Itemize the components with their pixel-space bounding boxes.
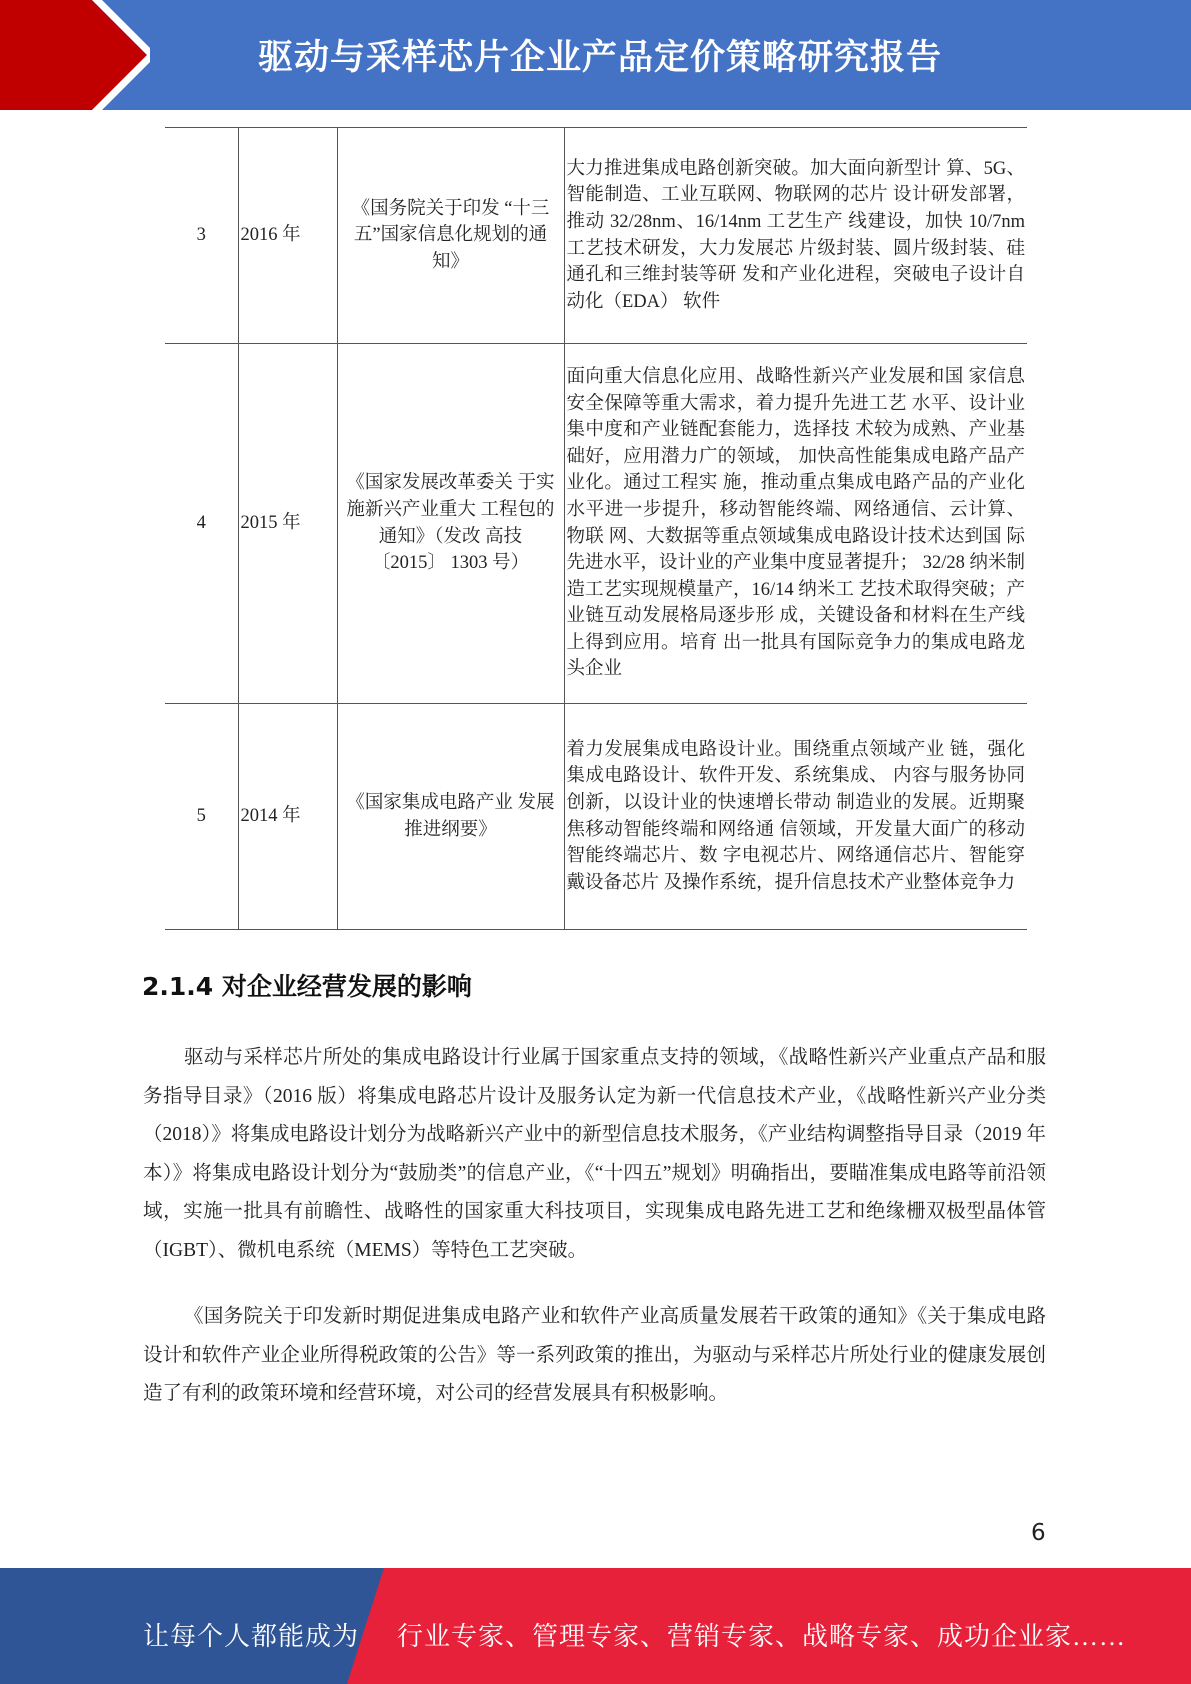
row-document: 《国家集成电路产业 发展推进纲要》 — [337, 704, 564, 930]
policy-table — [165, 127, 1027, 930]
row-year: 2014 年 — [238, 704, 337, 930]
page-number: 6 — [1031, 1520, 1046, 1546]
table-row — [165, 128, 1027, 344]
page-footer — [0, 1568, 1191, 1684]
row-number: 3 — [165, 128, 238, 344]
row-number: 4 — [165, 344, 238, 704]
table-row — [165, 704, 1027, 930]
row-document: 《国务院关于印发 “十三五”国家信息化规划的通知》 — [337, 128, 564, 344]
row-year: 2016 年 — [238, 128, 337, 344]
footer-slogan-left: 让每个人都能成为 — [143, 1622, 360, 1651]
table-row — [165, 344, 1027, 704]
row-document: 《国家发展改革委关 于实施新兴产业重大 工程包的通知》（发改 高技〔2015〕 1303 号） — [337, 344, 564, 704]
row-content: 面向重大信息化应用、战略性新兴产业发展和国 家信息安全保障等重大需求，着力提升先进工艺 水平、设计业集中度和产业链配套能力，选择技 术较为成熟、产业基础好，应用潜力广的领域， 加快高性能集成电路产品产业化。通过工程实 施，推动重点集成电路产品的产业化水平进一步提升，移动智能终端、网络通信、云计算、物联 网、大数据等重点领域集成电路设计技术达到国 际先进水平，设计业的产业集中度显著提升； 32/28 纳米制造工艺实现规模量产，16/14 纳米工 艺技术取得突破；产业链互动发展格局逐步形 成，关键设备和材料在生产线上得到应用。培育 出一批具有国际竞争力的集成电路龙头企业 — [564, 344, 1027, 704]
footer-slogan-right: 行业专家、管理专家、营销专家、战略专家、成功企业家…… — [397, 1622, 1127, 1651]
body-paragraph: 驱动与采样芯片所处的集成电路设计行业属于国家重点支持的领域，《战略性新兴产业重点产品和服务指导目录》（2016 版）将集成电路芯片设计及服务认定为新一代信息技术产业，《战略性新兴产业分类（2018）》将集成电路设计划分为战略新兴产业中的新型信息技术服务，《产业结构调整指导目录（2019 年本）》将集成电路设计划分为“鼓励类”的信息产业，《“十四五”规划》明确指出，要瞄准集成电路等前沿领域，实施一批具有前瞻性、战略性的国家重大科技项目，实现集成电路先进工艺和绝缘栅双极型晶体管（IGBT）、微机电系统（MEMS）等特色工艺突破。 — [143, 1047, 1046, 1261]
row-number: 5 — [165, 704, 238, 930]
report-title: 驱动与采样芯片企业产品定价策略研究报告 — [258, 38, 943, 78]
body-paragraph: 《国务院关于印发新时期促进集成电路产业和软件产业高质量发展若干政策的通知》《关于集成电路设计和软件产业企业所得税政策的公告》等一系列政策的推出，为驱动与采样芯片所处行业的健康发展创造了有利的政策环境和经营环境，对公司的经营发展具有积极影响。 — [143, 1306, 1046, 1405]
row-year: 2015 年 — [238, 344, 337, 704]
page-header — [0, 0, 1191, 110]
row-content: 大力推进集成电路创新突破。加大面向新型计 算、5G、智能制造、工业互联网、物联网的芯片 设计研发部署，推动 32/28nm、16/14nm 工艺生产 线建设，加快 10/7nm 工艺技术研发，大力发展芯 片级封装、圆片级封装、硅通孔和三维封装等研 发和产业化进程，突破电子设计自动化（EDA） 软件 — [564, 128, 1027, 344]
section-heading: 2.1.4 对企业经营发展的影响 — [142, 972, 472, 1001]
header-arrow-decoration — [0, 0, 150, 110]
row-content: 着力发展集成电路设计业。围绕重点领域产业 链，强化集成电路设计、软件开发、系统集成、 内容与服务协同创新，以设计业的快速增长带动 制造业的发展。近期聚焦移动智能终端和网络通 信领域，开发量大面广的移动智能终端芯片、数 字电视芯片、网络通信芯片、智能穿戴设备芯片 及操作系统，提升信息技术产业整体竞争力 — [564, 704, 1027, 930]
